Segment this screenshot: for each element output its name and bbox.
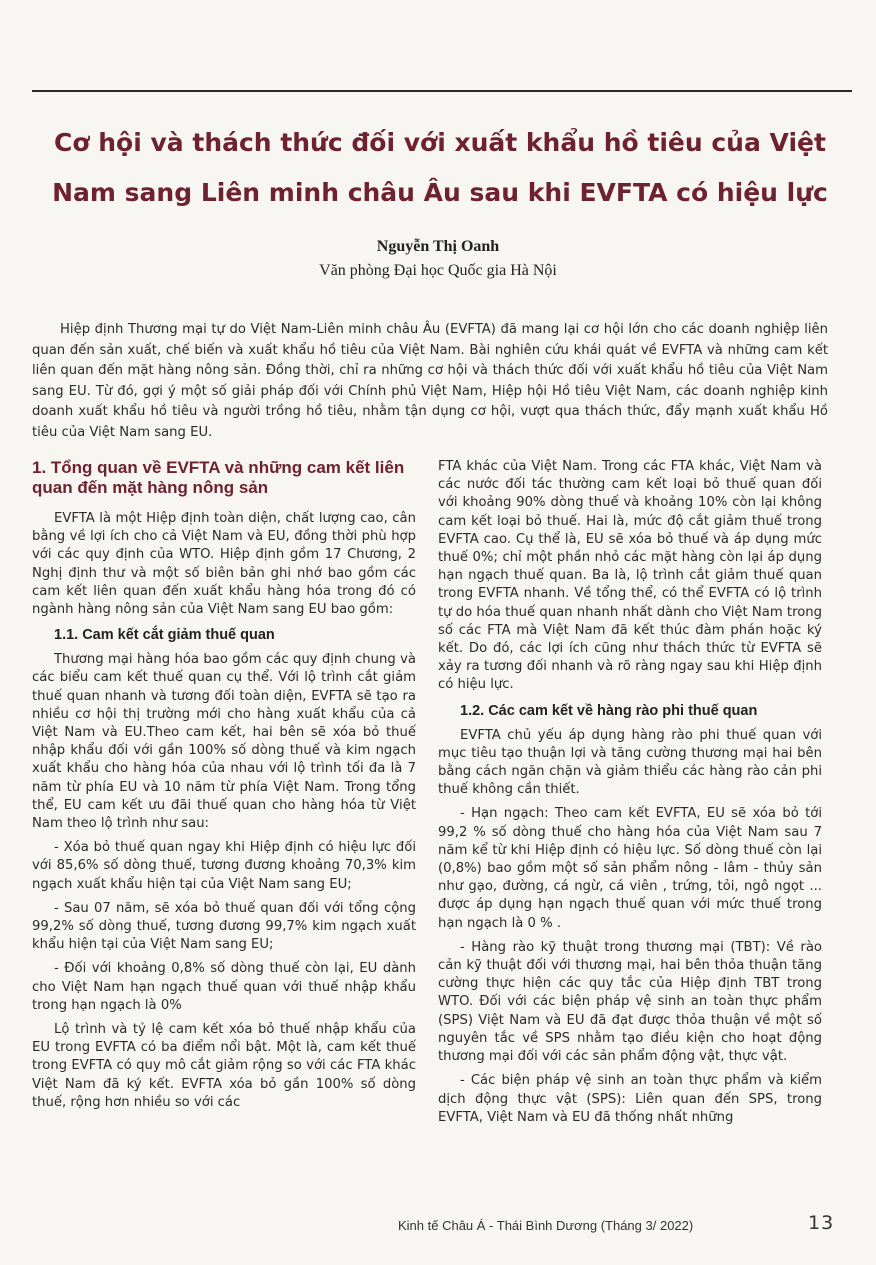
title-line-2: Nam sang Liên minh châu Âu sau khi EVFTA có hiệu lực bbox=[52, 178, 828, 207]
paragraph: EVFTA là một Hiệp định toàn diện, chất lượng cao, cân bằng về lợi ích cho cả Việt Nam và EU, đồng thời phù hợp với các quy định của WTO. Hiệp định gồm 17 Chương, 2 Nghị định thư và một số biên bản ghi nhớ bao gồm các cam kết liên quan đến xuất khẩu hàng hóa trong đó có ngành hàng nông sản của Việt Nam sang EU bao gồm: bbox=[32, 511, 416, 618]
subsection-1-1-heading: 1.1. Cam kết cắt giảm thuế quan bbox=[54, 627, 275, 644]
title-line-1: Cơ hội và thách thức đối với xuất khẩu hồ tiêu của Việt bbox=[54, 128, 826, 157]
paragraph: - Đối với khoảng 0,8% số dòng thuế còn lại, EU dành cho Việt Nam hạn ngạch thuế quan với thuế nhập khẩu trong hạn ngạch là 0% bbox=[32, 961, 416, 1013]
paragraph: - Xóa bỏ thuế quan ngay khi Hiệp định có hiệu lực đối với 85,6% số dòng thuế, tương đương khoảng 70,3% kim ngạch xuất khẩu hiện tại của Việt Nam sang EU; bbox=[32, 840, 416, 892]
paragraph: EVFTA chủ yếu áp dụng hàng rào phi thuế quan với mục tiêu tạo thuận lợi và tăng cường thương mại hai bên bằng cách ngăn chặn và giảm thiểu các hàng rào cản phi thuế không cần thiết. bbox=[438, 727, 822, 798]
author-name: Nguyễn Thị Oanh bbox=[376, 238, 500, 255]
author-affiliation: Văn phòng Đại học Quốc gia Hà Nội bbox=[319, 262, 557, 279]
header-rule bbox=[32, 90, 852, 92]
left-column bbox=[32, 458, 416, 1118]
right-column bbox=[438, 458, 822, 1133]
paragraph: - Hạn ngạch: Theo cam kết EVFTA, EU sẽ xóa bỏ tới 99,2 % số dòng thuế cho hàng hóa của Việt Nam sau 7 năm kể từ khi Hiệp định có hiệu lực. Số dòng thuế còn lại (0,8%) bao gồm một số sản phẩm nông - lâm - thủy sản như gạo, đường, cá ngừ, cá viên , trứng, tỏi, ngô ngọt ... được áp dụng hạn ngạch thuế quan với mức thuế trong hạn ngạch là 0 % . bbox=[438, 806, 822, 931]
paragraph: FTA khác của Việt Nam. Trong các FTA khác, Việt Nam và các nước đối tác thường cam kết loại bỏ thuế quan đối với khoảng 90% dòng thuế và khoảng 10% còn lại không cam kết loại bỏ thuế. Hai là, mức độ cắt giảm thuế trong EVFTA cao. Cụ thể là, EU sẽ xóa bỏ thuế và áp dụng mức thuế 0%; chỉ một phần nhỏ các mặt hàng còn lại áp dụng hạn ngạch thuế quan. Ba là, lộ trình cắt giảm thuế quan trong EVFTA nhanh. Về tổng thể, có thể EVFTA có lộ trình tự do hóa thuế quan nhanh nhất dành cho Việt Nam trong số các FTA mà Việt Nam đã kết thúc đàm phán hoặc ký kết. Do đó, các lợi ích cũng như thách thức từ EVFTA sẽ xảy ra tương đối nhanh và rõ ràng ngay sau khi Hiệp định có hiệu lực. bbox=[438, 459, 822, 693]
paragraph: Thương mại hàng hóa bao gồm các quy định chung và các biểu cam kết thuế quan cụ thể. Với lộ trình cắt giảm thuế quan nhanh và tương đối toàn diện, EVFTA sẽ tạo ra nhiều cơ hội thị trường mới cho hàng xuất khẩu của cả Việt Nam và EU.Theo cam kết, hai bên sẽ xóa bỏ thuế nhập khẩu đối với gần 100% số dòng thuế và kim ngạch xuất khẩu cho hàng hóa của nhau với lộ trình tối đa là 7 năm từ phía EU và 10 năm từ phía Việt Nam. Trong tổng thể, EU cam kết ưu đãi thuế quan cho hàng hóa từ Việt Nam theo lộ trình như sau: bbox=[32, 652, 416, 832]
section-1-heading: 1. Tổng quan về EVFTA và những cam kết liên quan đến mặt hàng nông sản bbox=[32, 458, 405, 497]
paragraph: Lộ trình và tỷ lệ cam kết xóa bỏ thuế nhập khẩu của EU trong EVFTA có ba điểm nổi bật. Một là, cam kết thuế trong EVFTA có quy mô cắt giảm rộng so với các FTA khác Việt Nam đã ký kết. EVFTA xóa bỏ gần 100% số dòng thuế, rộng hơn nhiều so với các bbox=[32, 1022, 416, 1110]
article-title bbox=[40, 118, 840, 218]
paragraph: - Sau 07 năm, sẽ xóa bỏ thuế quan đối với tổng cộng 99,2% số dòng thuế, tương đương 99,7% kim ngạch xuất khẩu hiện tại của Việt Nam sang EU; bbox=[32, 900, 416, 953]
subsection-1-2-heading: 1.2. Các cam kết về hàng rào phi thuế quan bbox=[460, 702, 758, 719]
page-number: 13 bbox=[808, 1212, 835, 1234]
journal-footer: Kinh tế Châu Á - Thái Bình Dương (Tháng 3/ 2022) bbox=[398, 1218, 694, 1233]
paragraph: - Hàng rào kỹ thuật trong thương mại (TBT): Về rào cản kỹ thuật đối với thương mại, hai bên thỏa thuận tăng cường thực hiện các quy tắc của Hiệp định TBT trong WTO. Đối với các biện pháp vệ sinh an toàn thực phẩm (SPS) Việt Nam và EU đã đạt được thỏa thuận về một số nguyên tắc về SPS nhằm tạo điều kiện cho hoạt động thương mại đối với các sản phẩm động vật, thực vật. bbox=[438, 939, 822, 1065]
abstract: Hiệp định Thương mại tự do Việt Nam-Liên minh châu Âu (EVFTA) đã mang lại cơ hội lớn cho các doanh nghiệp liên quan đến sản xuất, chế biến và xuất khẩu hồ tiêu của Việt Nam. Bài nghiên cứu khái quát về EVFTA và những cam kết liên quan đến mặt hàng nông sản. Đồng thời, chỉ ra những cơ hội và thách thức đối với xuất khẩu hồ tiêu của Việt Nam sang EU. Từ đó, gợi ý một số giải pháp đối với Chính phủ Việt Nam, Hiệp hội Hồ tiêu Việt Nam, các doanh nghiệp kinh doanh xuất khẩu hồ tiêu và người trồng hồ tiêu, nhằm tận dụng cơ hội, vượt qua thách thức, đẩy mạnh xuất khẩu Hồ tiêu của Việt Nam sang EU. bbox=[32, 322, 828, 440]
paragraph: - Các biện pháp vệ sinh an toàn thực phẩm và kiểm dịch động thực vật (SPS): Liên quan đến SPS, trong EVFTA, Việt Nam và EU đã thống nhất những bbox=[438, 1073, 822, 1125]
